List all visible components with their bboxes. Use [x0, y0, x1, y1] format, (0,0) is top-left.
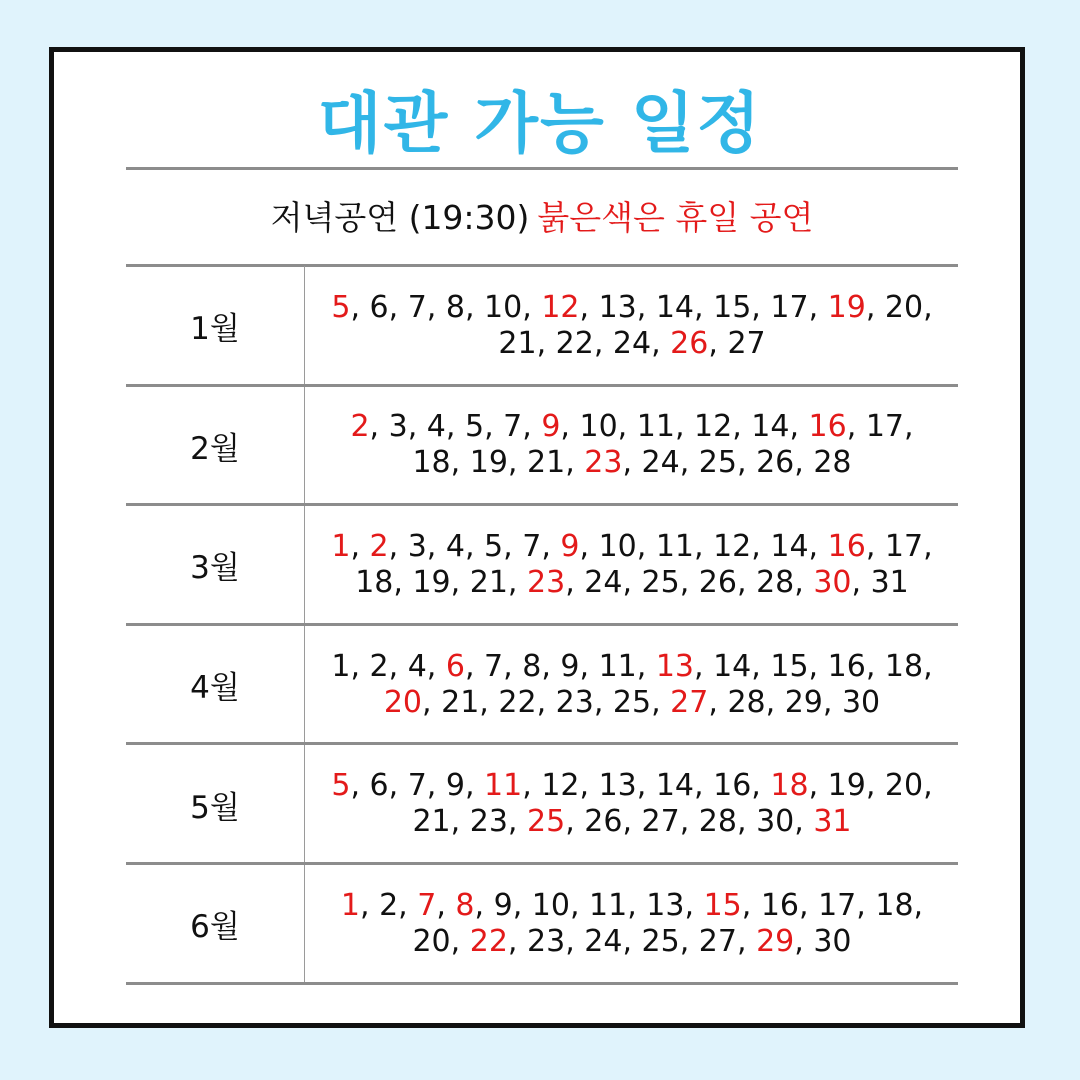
holiday-date: 8 — [455, 887, 475, 923]
date: 10 — [598, 528, 637, 564]
holiday-date: 16 — [827, 528, 866, 564]
date: 27 — [698, 923, 737, 959]
separator: , — [923, 528, 933, 564]
date: 28 — [698, 804, 737, 840]
date: 8 — [445, 289, 465, 325]
separator: , — [736, 564, 757, 600]
separator: , — [350, 528, 370, 564]
separator: , — [503, 648, 523, 684]
date: 12 — [713, 528, 752, 564]
separator: , — [865, 648, 885, 684]
month-row — [126, 266, 958, 386]
available-dates — [306, 864, 958, 984]
available-dates — [306, 266, 958, 386]
separator: , — [865, 528, 885, 564]
schedule-subtitle — [126, 188, 958, 248]
date: 7 — [503, 409, 523, 445]
separator: , — [536, 325, 556, 361]
date: 27 — [641, 804, 680, 840]
date: 13 — [598, 289, 637, 325]
date: 5 — [484, 528, 504, 564]
separator: , — [350, 289, 370, 325]
holiday-date: 13 — [655, 648, 695, 684]
evening-show-label: 저녁공연 (19:30) — [270, 198, 530, 237]
date: 12 — [694, 409, 733, 445]
separator: , — [679, 923, 699, 959]
separator: , — [536, 684, 556, 720]
date: 15 — [770, 648, 809, 684]
separator: , — [565, 804, 585, 840]
separator: , — [350, 648, 370, 684]
available-dates — [306, 625, 958, 745]
date: 11 — [589, 887, 628, 923]
date: 28 — [813, 445, 852, 481]
separator: , — [751, 289, 771, 325]
date: 16 — [713, 768, 752, 804]
page-title: 대관 가능 일정 — [317, 85, 763, 162]
date: 25 — [612, 684, 652, 720]
separator: , — [565, 923, 585, 959]
separator: , — [679, 564, 699, 600]
available-dates — [306, 386, 958, 506]
date: 13 — [598, 768, 637, 804]
separator: , — [579, 289, 599, 325]
date: 24 — [612, 325, 652, 361]
holiday-date: 11 — [484, 768, 523, 804]
separator: , — [579, 768, 599, 804]
separator: , — [808, 768, 828, 804]
holiday-date: 2 — [369, 528, 389, 564]
separator: , — [507, 923, 527, 959]
separator: , — [679, 804, 699, 840]
title-divider — [126, 167, 958, 170]
holiday-date: 6 — [445, 648, 465, 684]
separator: , — [627, 887, 647, 923]
date: 25 — [641, 564, 680, 600]
date: 6 — [369, 768, 389, 804]
separator: , — [865, 289, 885, 325]
date: 16 — [827, 648, 866, 684]
separator: , — [913, 887, 924, 923]
separator: , — [904, 409, 914, 445]
holiday-date: 1 — [340, 887, 360, 923]
date-line — [412, 924, 851, 960]
separator: , — [507, 445, 527, 481]
date: 20 — [884, 768, 924, 804]
date: 7 — [522, 528, 542, 564]
separator: , — [445, 409, 465, 445]
holiday-date: 16 — [808, 409, 847, 445]
holiday-date: 9 — [541, 409, 561, 445]
date: 4 — [407, 648, 427, 684]
date: 26 — [756, 445, 795, 481]
separator: , — [565, 445, 585, 481]
separator: , — [808, 648, 828, 684]
holiday-date: 23 — [584, 445, 623, 481]
date: 20 — [884, 289, 924, 325]
holiday-note: 붉은색은 휴일 공연 — [537, 198, 814, 237]
month-label: 5월 — [190, 789, 240, 826]
month-row — [126, 505, 958, 625]
date: 2 — [369, 648, 389, 684]
date: 28 — [727, 684, 766, 720]
holiday-date: 23 — [527, 564, 566, 600]
separator: , — [464, 768, 485, 804]
date: 3 — [407, 528, 427, 564]
holiday-date: 30 — [813, 564, 852, 600]
separator: , — [522, 289, 542, 325]
separator: , — [426, 768, 446, 804]
date: 25 — [641, 923, 680, 959]
date: 10 — [531, 887, 570, 923]
separator: , — [426, 289, 446, 325]
separator: , — [708, 325, 728, 361]
separator: , — [732, 409, 752, 445]
date: 9 — [560, 648, 580, 684]
separator: , — [856, 887, 876, 923]
separator: , — [507, 804, 527, 840]
holiday-date: 15 — [703, 887, 742, 923]
separator: , — [679, 445, 699, 481]
separator: , — [694, 648, 714, 684]
date-line — [331, 290, 932, 326]
date: 22 — [555, 325, 594, 361]
separator: , — [484, 409, 504, 445]
date: 19 — [469, 445, 508, 481]
separator: , — [846, 409, 866, 445]
date: 5 — [464, 409, 485, 445]
date: 14 — [655, 289, 695, 325]
date-line — [384, 685, 880, 721]
separator: , — [789, 409, 809, 445]
separator: , — [569, 887, 590, 923]
separator: , — [622, 804, 642, 840]
separator: , — [751, 528, 771, 564]
separator: , — [622, 564, 642, 600]
separator: , — [794, 564, 814, 600]
separator: , — [464, 289, 485, 325]
separator: , — [865, 768, 885, 804]
date: 14 — [713, 648, 752, 684]
separator: , — [822, 684, 842, 720]
separator: , — [923, 768, 933, 804]
date: 19 — [412, 564, 451, 600]
date: 25 — [698, 445, 737, 481]
separator: , — [407, 409, 427, 445]
date: 17 — [818, 887, 857, 923]
separator: , — [808, 528, 828, 564]
date: 24 — [584, 923, 623, 959]
holiday-date: 5 — [331, 768, 351, 804]
separator: , — [923, 648, 933, 684]
holiday-date: 18 — [770, 768, 809, 804]
separator: , — [464, 648, 485, 684]
separator: , — [765, 684, 785, 720]
date-line — [350, 409, 913, 445]
separator: , — [751, 648, 771, 684]
separator: , — [464, 528, 485, 564]
separator: , — [507, 564, 527, 600]
date: 23 — [469, 804, 508, 840]
separator: , — [736, 923, 757, 959]
separator: , — [426, 528, 446, 564]
date: 29 — [784, 684, 823, 720]
date: 20 — [412, 923, 451, 959]
date: 24 — [584, 564, 623, 600]
holiday-date: 2 — [350, 409, 370, 445]
date: 26 — [584, 804, 623, 840]
separator: , — [651, 325, 671, 361]
separator: , — [636, 289, 656, 325]
date: 24 — [641, 445, 680, 481]
row-divider — [126, 982, 958, 985]
date: 17 — [865, 409, 904, 445]
date: 28 — [756, 564, 795, 600]
date-line — [341, 888, 923, 924]
separator: , — [522, 409, 542, 445]
date-line — [331, 768, 932, 804]
holiday-date: 25 — [527, 804, 566, 840]
date-line — [412, 804, 851, 840]
date: 23 — [527, 923, 566, 959]
date: 31 — [870, 564, 909, 600]
date: 10 — [579, 409, 618, 445]
separator: , — [593, 684, 613, 720]
date-line — [355, 565, 909, 601]
separator: , — [651, 684, 671, 720]
separator: , — [541, 648, 561, 684]
date: 8 — [522, 648, 542, 684]
separator: , — [636, 528, 656, 564]
date: 21 — [412, 804, 451, 840]
date: 7 — [407, 768, 427, 804]
holiday-date: 9 — [560, 528, 580, 564]
holiday-date: 20 — [383, 684, 423, 720]
separator: , — [794, 445, 814, 481]
date: 12 — [541, 768, 580, 804]
date: 3 — [388, 409, 408, 445]
date: 11 — [655, 528, 695, 564]
date: 30 — [813, 923, 852, 959]
month-label: 2월 — [190, 430, 240, 467]
date: 30 — [756, 804, 795, 840]
date: 10 — [484, 289, 523, 325]
date-line — [412, 445, 851, 481]
separator: , — [388, 528, 408, 564]
date: 22 — [498, 684, 537, 720]
separator: , — [388, 289, 408, 325]
separator: , — [694, 768, 714, 804]
date: 27 — [727, 325, 766, 361]
date: 7 — [484, 648, 504, 684]
date: 16 — [760, 887, 800, 923]
holiday-date: 19 — [827, 289, 866, 325]
separator: , — [799, 887, 819, 923]
date: 11 — [636, 409, 675, 445]
holiday-date: 5 — [331, 289, 351, 325]
date: 19 — [827, 768, 866, 804]
date: 18 — [875, 887, 914, 923]
holiday-date: 31 — [813, 804, 852, 840]
separator: , — [436, 887, 456, 923]
date: 21 — [498, 325, 537, 361]
date: 18 — [412, 445, 451, 481]
separator: , — [694, 528, 714, 564]
holiday-date: 26 — [670, 325, 709, 361]
separator: , — [617, 409, 637, 445]
separator: , — [450, 564, 470, 600]
separator: , — [694, 289, 714, 325]
separator: , — [479, 684, 499, 720]
date: 2 — [379, 887, 399, 923]
separator: , — [503, 528, 523, 564]
holiday-date: 29 — [756, 923, 795, 959]
date: 14 — [770, 528, 809, 564]
separator: , — [851, 564, 871, 600]
date-line — [331, 529, 932, 565]
month-label: 4월 — [190, 670, 240, 707]
date: 4 — [445, 528, 465, 564]
separator: , — [565, 564, 585, 600]
date: 17 — [884, 528, 924, 564]
separator: , — [474, 887, 494, 923]
separator: , — [708, 684, 728, 720]
separator: , — [751, 768, 771, 804]
date: 14 — [751, 409, 790, 445]
separator: , — [808, 289, 828, 325]
available-dates — [306, 744, 958, 864]
holiday-date: 1 — [331, 528, 351, 564]
separator: , — [923, 289, 933, 325]
date: 14 — [655, 768, 695, 804]
date-line — [331, 649, 932, 685]
holiday-date: 12 — [541, 289, 580, 325]
separator: , — [422, 684, 442, 720]
date: 7 — [407, 289, 427, 325]
separator: , — [393, 564, 413, 600]
date: 15 — [713, 289, 752, 325]
separator: , — [522, 768, 542, 804]
month-label: 1월 — [190, 311, 240, 348]
holiday-date: 27 — [670, 684, 709, 720]
date: 18 — [355, 564, 394, 600]
date: 11 — [598, 648, 637, 684]
date: 21 — [469, 564, 508, 600]
separator: , — [741, 887, 761, 923]
separator: , — [622, 923, 642, 959]
date: 26 — [698, 564, 737, 600]
separator: , — [450, 445, 470, 481]
date: 21 — [441, 684, 480, 720]
date: 6 — [369, 289, 389, 325]
date: 30 — [841, 684, 881, 720]
month-label: 6월 — [190, 909, 240, 946]
separator: , — [388, 768, 408, 804]
holiday-date: 7 — [417, 887, 437, 923]
separator: , — [360, 887, 380, 923]
separator: , — [541, 528, 561, 564]
month-row — [126, 625, 958, 745]
month-row — [126, 744, 958, 864]
date: 21 — [527, 445, 566, 481]
separator: , — [794, 923, 814, 959]
separator: , — [593, 325, 613, 361]
separator: , — [450, 804, 470, 840]
separator: , — [636, 648, 656, 684]
separator: , — [579, 648, 599, 684]
separator: , — [398, 887, 418, 923]
separator: , — [674, 409, 695, 445]
date: 23 — [555, 684, 594, 720]
separator: , — [622, 445, 642, 481]
date: 9 — [445, 768, 465, 804]
available-dates — [306, 505, 958, 625]
separator: , — [794, 804, 814, 840]
date: 9 — [493, 887, 513, 923]
separator: , — [426, 648, 446, 684]
date: 1 — [331, 648, 351, 684]
separator: , — [736, 804, 757, 840]
date: 13 — [646, 887, 685, 923]
separator: , — [636, 768, 656, 804]
month-row — [126, 386, 958, 506]
holiday-date: 22 — [469, 923, 508, 959]
date: 18 — [884, 648, 924, 684]
month-row — [126, 864, 958, 984]
date: 17 — [770, 289, 809, 325]
month-label: 3월 — [190, 550, 240, 587]
separator: , — [350, 768, 370, 804]
date-line — [498, 326, 765, 362]
separator: , — [560, 409, 580, 445]
separator: , — [684, 887, 704, 923]
separator: , — [388, 648, 408, 684]
date: 4 — [426, 409, 446, 445]
separator: , — [736, 445, 757, 481]
separator: , — [579, 528, 599, 564]
separator: , — [512, 887, 532, 923]
separator: , — [369, 409, 389, 445]
separator: , — [450, 923, 470, 959]
